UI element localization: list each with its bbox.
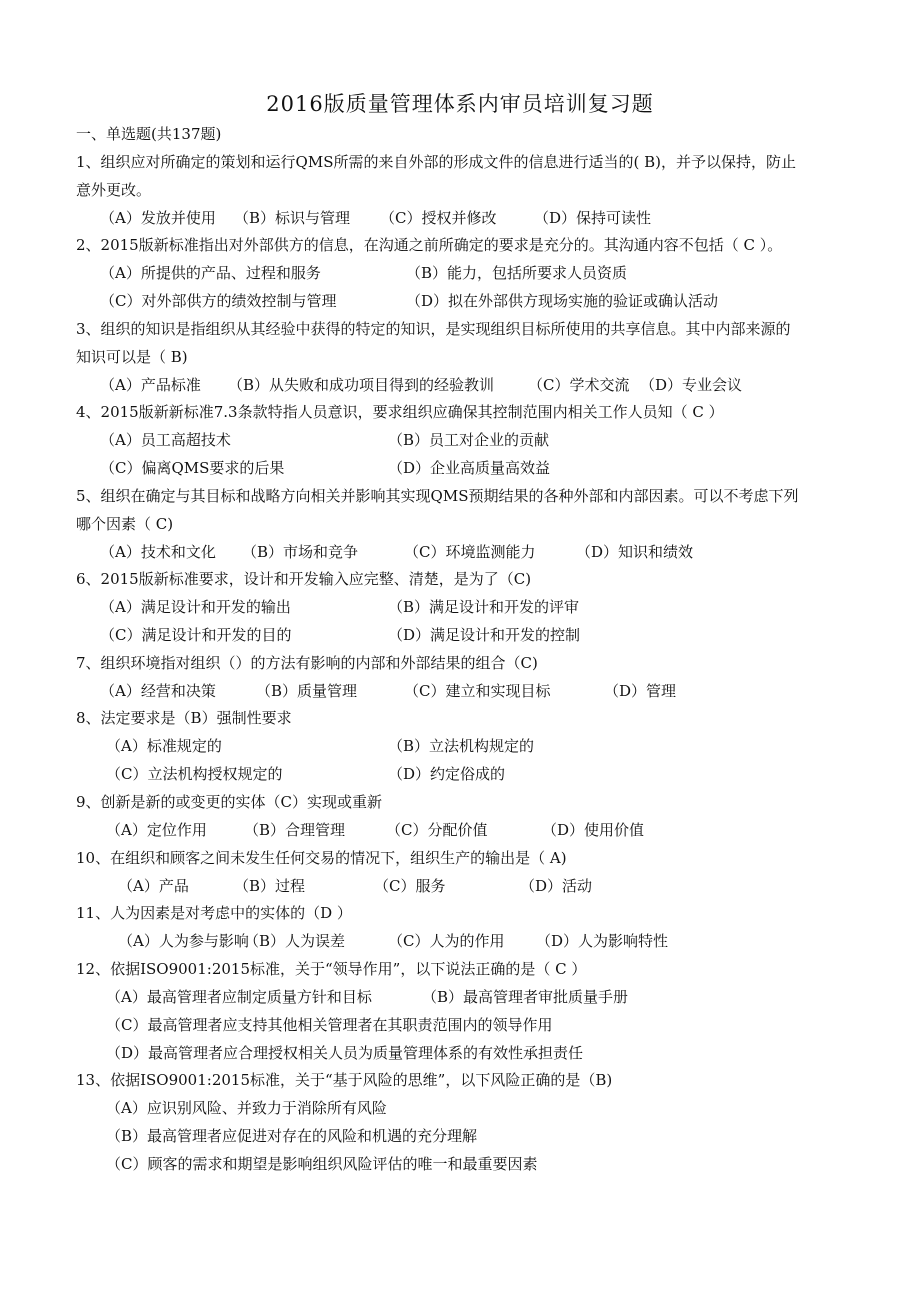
answer-option: （C）环境监测能力 <box>404 543 536 561</box>
answer-option: （C）偏离QMS要求的后果 <box>100 459 285 477</box>
question-text: 6、2015版新标准要求，设计和开发输入应完整、清楚，是为了（C) <box>76 570 532 588</box>
option-row <box>76 1094 856 1122</box>
answer-option: （D）使用价值 <box>542 821 645 839</box>
answer-option: （C）建立和实现目标 <box>404 682 551 700</box>
section-heading: 一、单选题(共137题) <box>76 125 222 143</box>
answer-option: （D）最高管理者应合理授权相关人员为质量管理体系的有效性承担责任 <box>106 1044 584 1062</box>
answer-option: （A）产品 <box>118 877 189 895</box>
option-row <box>76 760 856 788</box>
answer-option: （A）技术和文化 <box>100 543 216 561</box>
question-text: 9、创新是新的或变更的实体（C）实现或重新 <box>76 793 383 811</box>
answer-option: （B）市场和竞争 <box>242 543 359 561</box>
option-row <box>76 677 856 705</box>
option-row <box>76 732 856 760</box>
answer-option: （A）员工高超技术 <box>100 431 231 449</box>
answer-option: （A）发放并使用 <box>100 209 216 227</box>
question-text: 13、依据ISO9001:2015标准，关于“基于风险的思维”，以下风险正确的是（B) <box>76 1071 613 1089</box>
answer-option: （D）管理 <box>604 682 677 700</box>
answer-option: （D）专业会议 <box>640 376 743 394</box>
option-row <box>76 1150 856 1178</box>
question-text: 4、2015版新新标准7.3条款特指人员意识，要求组织应确保其控制范围内相关工作人员知（ C ） <box>76 403 724 421</box>
answer-option: （A）产品标准 <box>100 376 201 394</box>
answer-option: （B）最高管理者应促进对存在的风险和机遇的充分理解 <box>106 1127 478 1145</box>
option-row <box>76 1039 856 1067</box>
option-row <box>76 259 856 287</box>
answer-option: （B）满足设计和开发的评审 <box>388 598 580 616</box>
answer-option: （A）最高管理者应制定质量方针和目标 <box>106 988 372 1006</box>
answer-option: （B）合理管理 <box>244 821 346 839</box>
answer-option: （D）满足设计和开发的控制 <box>388 626 581 644</box>
answer-option: （C）授权并修改 <box>380 209 497 227</box>
answer-option: （C）学术交流 <box>528 376 630 394</box>
question-text: 哪个因素（ C) <box>76 515 174 533</box>
answer-option: （A）所提供的产品、过程和服务 <box>100 264 321 282</box>
question-text: 知识可以是（ B) <box>76 348 188 366</box>
question-text: 2、2015版新标准指出对外部供方的信息，在沟通之前所确定的要求是充分的。其沟通内容不包括（ C ）。 <box>76 236 783 254</box>
answer-option: （B）从失败和成功项目得到的经验教训 <box>228 376 495 394</box>
answer-option: （A）定位作用 <box>106 821 207 839</box>
answer-option: （D）人为影响特性 <box>536 932 669 950</box>
option-row <box>76 426 856 454</box>
option-row <box>76 872 856 900</box>
answer-option: （A）经营和决策 <box>100 682 216 700</box>
question-text: 7、组织环境指对组织（）的方法有影响的内部和外部结果的组合（C) <box>76 654 538 672</box>
answer-option: （A）应识别风险、并致力于消除所有风险 <box>106 1099 387 1117</box>
answer-option: （C）人为的作用 <box>388 932 505 950</box>
option-row <box>76 287 856 315</box>
question-text: 10、在组织和顾客之间未发生任何交易的情况下，组织生产的输出是（ A) <box>76 849 567 867</box>
answer-option: （B）最高管理者审批质量手册 <box>422 988 629 1006</box>
option-row <box>76 621 856 649</box>
question-text: 意外更改。 <box>76 181 152 199</box>
answer-option: （A）人为参与影响 <box>118 932 249 950</box>
question-text: 5、组织在确定与其目标和战略方向相关并影响其实现QMS预期结果的各种外部和内部因素。可以不考虑下列 <box>76 487 799 505</box>
question-text: 1、组织应对所确定的策划和运行QMS所需的来自外部的形成文件的信息进行适当的( B)，并予以保持，防止 <box>76 153 796 171</box>
answer-option: （B）立法机构规定的 <box>388 737 535 755</box>
answer-option: （D）企业高质量高效益 <box>388 459 551 477</box>
answer-option: （C）对外部供方的绩效控制与管理 <box>100 292 337 310</box>
answer-option: （B）过程 <box>234 877 306 895</box>
answer-option: （B）人为误差 <box>244 932 346 950</box>
answer-option: （A）满足设计和开发的输出 <box>100 598 291 616</box>
answer-option: （C）立法机构授权规定的 <box>106 765 283 783</box>
answer-option: （B）能力，包括所要求人员资质 <box>406 264 628 282</box>
answer-option: （A）标准规定的 <box>106 737 222 755</box>
option-row <box>76 1122 856 1150</box>
option-row <box>76 204 856 232</box>
answer-option: （B）标识与管理 <box>234 209 351 227</box>
question-text: 12、依据ISO9001:2015标准，关于“领导作用”，以下说法正确的是（ C ） <box>76 960 587 978</box>
answer-option: （C）服务 <box>374 877 446 895</box>
answer-option: （C）最高管理者应支持其他相关管理者在其职责范围内的领导作用 <box>106 1016 553 1034</box>
question-text: 3、组织的知识是指组织从其经验中获得的特定的知识，是实现组织目标所使用的共享信息。其中内部来源的 <box>76 320 791 338</box>
option-row <box>76 816 856 844</box>
option-row <box>76 454 856 482</box>
question-text: 8、法定要求是（B）强制性要求 <box>76 709 292 727</box>
answer-option: （C）满足设计和开发的目的 <box>100 626 292 644</box>
option-row <box>76 371 856 399</box>
option-row <box>76 983 856 1011</box>
answer-option: （D）活动 <box>520 877 593 895</box>
answer-option: （D）保持可读性 <box>534 209 652 227</box>
answer-option: （D）拟在外部供方现场实施的验证或确认活动 <box>406 292 719 310</box>
answer-option: （D）约定俗成的 <box>388 765 506 783</box>
answer-option: （C）顾客的需求和期望是影响组织风险评估的唯一和最重要因素 <box>106 1155 538 1173</box>
answer-option: （C）分配价值 <box>386 821 488 839</box>
answer-option: （D）知识和绩效 <box>576 543 694 561</box>
option-row <box>76 538 856 566</box>
page-title: 2016版质量管理体系内审员培训复习题 <box>266 92 654 116</box>
answer-option: （B）员工对企业的贡献 <box>388 431 550 449</box>
option-row <box>76 927 856 955</box>
option-row <box>76 593 856 621</box>
option-row <box>76 1011 856 1039</box>
answer-option: （B）质量管理 <box>256 682 358 700</box>
question-text: 11、人为因素是对考虑中的实体的（D ） <box>76 904 352 922</box>
